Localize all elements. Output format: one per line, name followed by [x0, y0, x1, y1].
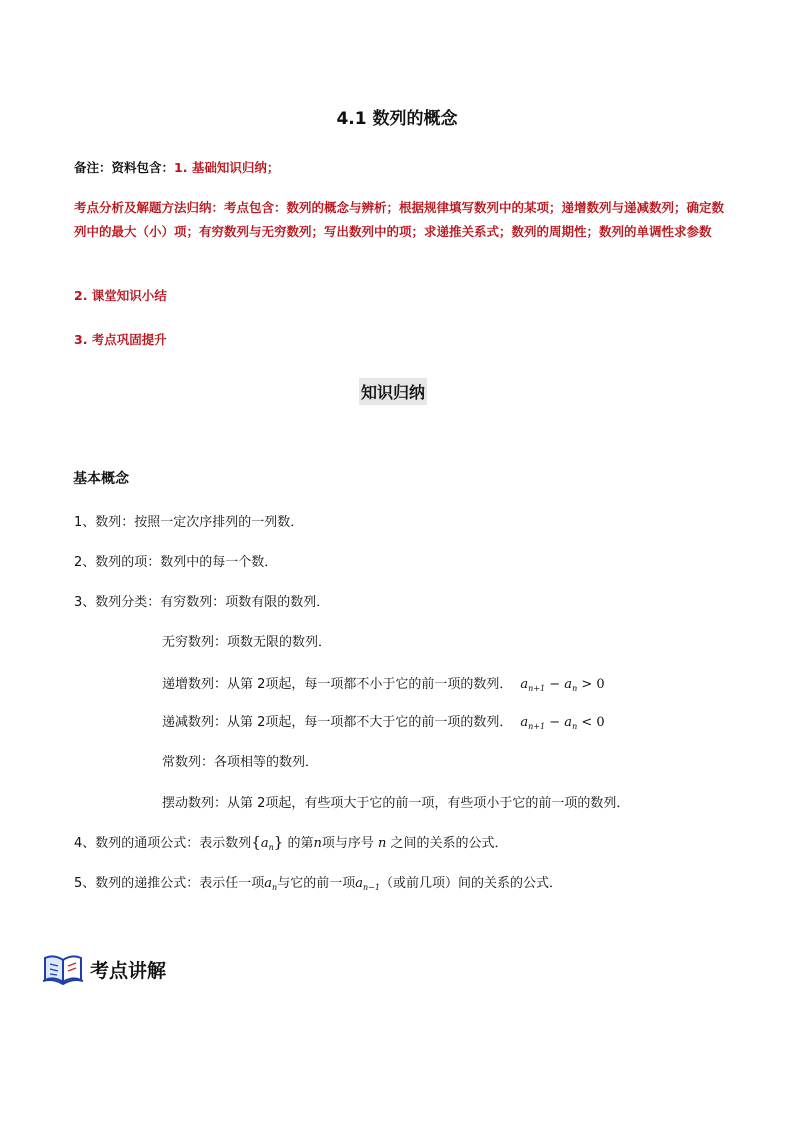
- analysis-paragraph: 考点分析及解题方法归纳：考点包含：数列的概念与辨析；根据规律填写数列中的某项；递增数列与递减数列；确定数列中的最大（小）项；有穷数列与无穷数列；写出数列中的项；求递推关系式；数列的周期性；数列的单调性求参数: [74, 200, 725, 239]
- concept-line-3: 3、数列分类：有穷数列：项数有限的数列．: [74, 595, 330, 610]
- note-item-3: 3. 考点巩固提升: [74, 332, 167, 347]
- classification-constant: 常数列：各项相等的数列．: [162, 755, 319, 770]
- n-symbol-2: n: [377, 836, 387, 851]
- note-line: [74, 158, 279, 176]
- increasing-text: 递增数列：从第 2项起，每一项都不小于它的前一项的数列．: [162, 677, 513, 692]
- classification-increasing: [162, 673, 605, 693]
- n-symbol: n: [313, 836, 322, 851]
- increasing-formula: $a_{n+1} - a_n > 0$: [520, 677, 605, 693]
- basic-concepts-heading: 基本概念: [73, 471, 129, 487]
- concept-line-2: 2、数列的项：数列中的每一个数．: [74, 555, 278, 570]
- kaodian-header: [42, 952, 166, 986]
- note-item-1: 1. 基础知识归纳；: [174, 160, 280, 175]
- document-title: 4.1 数列的概念: [336, 109, 458, 129]
- concept-line-5: 5、数列的递推公式：表示任一项$a_n$与它的前一项$a_{n-1}$（或前几项）间的关系的公式．: [74, 876, 562, 892]
- note-item-2: 2. 课堂知识小结: [74, 288, 167, 303]
- classification-infinite: 无穷数列：项数无限的数列．: [162, 635, 332, 650]
- concept-line-1: 1、数列：按照一定次序排列的一列数．: [74, 515, 304, 530]
- decreasing-text: 递减数列：从第 2项起，每一项都不大于它的前一项的数列．: [162, 715, 513, 730]
- classification-oscillating: 摆动数列：从第 2项起，有些项大于它的前一项，有些项小于它的前一项的数列．: [162, 796, 630, 811]
- an-minus-1-symbol: $a_{n-1}$: [355, 876, 380, 892]
- sequence-symbol: $\{a_n\}$: [251, 833, 284, 852]
- classification-decreasing: [162, 711, 605, 731]
- decreasing-formula: $a_{n+1} - a_n < 0$: [520, 715, 605, 731]
- open-book-icon: [42, 952, 84, 986]
- note-prefix: 备注：资料包含：: [74, 160, 175, 175]
- kaodian-title: 考点讲解: [90, 959, 167, 982]
- concept-line-4: 4、数列的通项公式：表示数列$\{a_n\}$ 的第n项与序号 n 之间的关系的公式．: [74, 833, 508, 852]
- section-title: 知识归纳: [359, 378, 427, 405]
- an-symbol: $a_n$: [264, 876, 278, 892]
